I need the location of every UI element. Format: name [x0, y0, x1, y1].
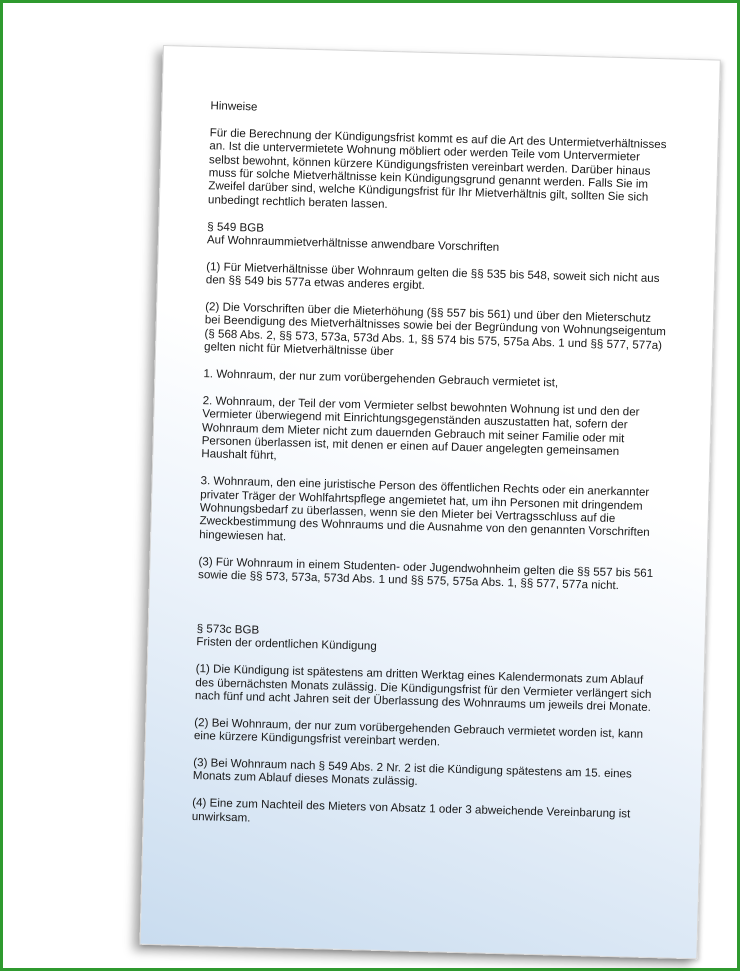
section-549-paragraph-3: (3) Für Wohnraum in einem Studenten- oder Jugendwohnheim gelten die §§ 557 bis 561 sowie die §§ 573, 573a, 573d Abs. 1 und §§ 575, 575a Abs. 1, §§ 577, 577a nicht. — [197, 554, 654, 593]
intro-paragraph: Für die Berechnung der Kündigungsfrist kommt es auf die Art des Untermietverhältnisses an. Ist die untervermietete Wohnung möbliert oder werden Teile vom Untervermieter selbst bewohnt, können kürzere Kündigungsfristen vereinbart werden. Darüber hinaus muss für solche Mietverhältnisse kein Kündigungsgrund genannt werden. Falls Sie im Zweifel darüber sind, welche Kündigungsfrist für Ihr Mietverhältnis gilt, sollten Sie sich unbedingt rechtlich beraten lassen. — [207, 126, 667, 211]
section-573c-paragraph-4: (4) Eine zum Nachteil des Mieters von Absatz 1 oder 3 abweichende Vereinbarung ist unwirksam. — [191, 796, 631, 825]
section-549-paragraph-1: (1) Für Mietverhältnisse über Wohnraum gelten die §§ 535 bis 548, soweit sich nicht aus den §§ 549 bis 577a etwas anderes ergibt. — [205, 260, 660, 293]
section-549-paragraph-2: (2) Die Vorschriften über die Mieterhöhung (§§ 557 bis 561) und über den Mieterschutz bei Beendigung des Mietverhältnisses sowie bei der Begründung von Wohnungseigentum (§ 568 Abs. 2, §§ 573, 573a, 573d Abs. 1, §§ 574 bis 575, 575a Abs. 1 und §§ 577, 577a) gelten nicht für Mietverhältnisse über — [203, 300, 667, 359]
heading-hinweise: Hinweise — [210, 99, 258, 114]
document-content — [191, 99, 674, 848]
section-573c-paragraph-3: (3) Bei Wohnraum nach § 549 Abs. 2 Nr. 2 ist die Kündigung spätestens am 15. eines Monats zum Ablauf dieses Monats zulässig. — [192, 755, 632, 789]
section-549-title: § 549 BGB — [207, 219, 265, 235]
section-573c-paragraph-2: (2) Bei Wohnraum, der nur zum vorübergehenden Gebrauch vermietet worden ist, kann eine kürzere Kündigungsfrist vereinbart werden. — [193, 715, 644, 749]
section-573c-title: § 573c BGB — [196, 621, 260, 637]
section-573c-subtitle: Fristen der ordentlichen Kündigung — [196, 635, 377, 654]
section-549-subtitle: Auf Wohnraummietverhältnisse anwendbare Vorschriften — [206, 233, 500, 254]
section-549-item-1: 1. Wohnraum, der nur zum vorübergehenden Gebrauch vermietet ist, — [203, 367, 559, 390]
document-page — [139, 45, 720, 959]
section-549-item-3: 3. Wohnraum, den eine juristische Person des öffentlichen Rechts oder ein anerkannter privater Träger der Wohlfahrtspflege angemietet hat, um ihn Personen mit dringendem Wohnungsbedarf zu überlassen, wenn sie den Mieter bei Vertragsschluss auf die Zweckbestimmung des Wohnraums und die Ausnahme von den genannten Vorschriften hingewiesen hat. — [199, 474, 650, 544]
section-573c-paragraph-1: (1) Die Kündigung ist spätestens am dritten Werktag eines Kalendermonats zum Ablauf des übernächsten Monats zulässig. Die Kündigungsfrist für den Vermieter verlängert sich nach fünf und acht Jahren seit der Überlassung des Wohnraums um jeweils drei Monate. — [194, 662, 652, 714]
section-549-item-2: 2. Wohnraum, der Teil der vom Vermieter selbst bewohnten Wohnung ist und den der Vermieter überwiegend mit Einrichtungsgegenständen auszustatten hat, sofern der Wohnraum dem Mieter nicht zum dauernden Gebrauch mit seiner Familie oder mit Personen überlassen ist, mit denen er einen auf Dauer angelegten gemeinsamen Haushalt führt, — [201, 394, 640, 463]
